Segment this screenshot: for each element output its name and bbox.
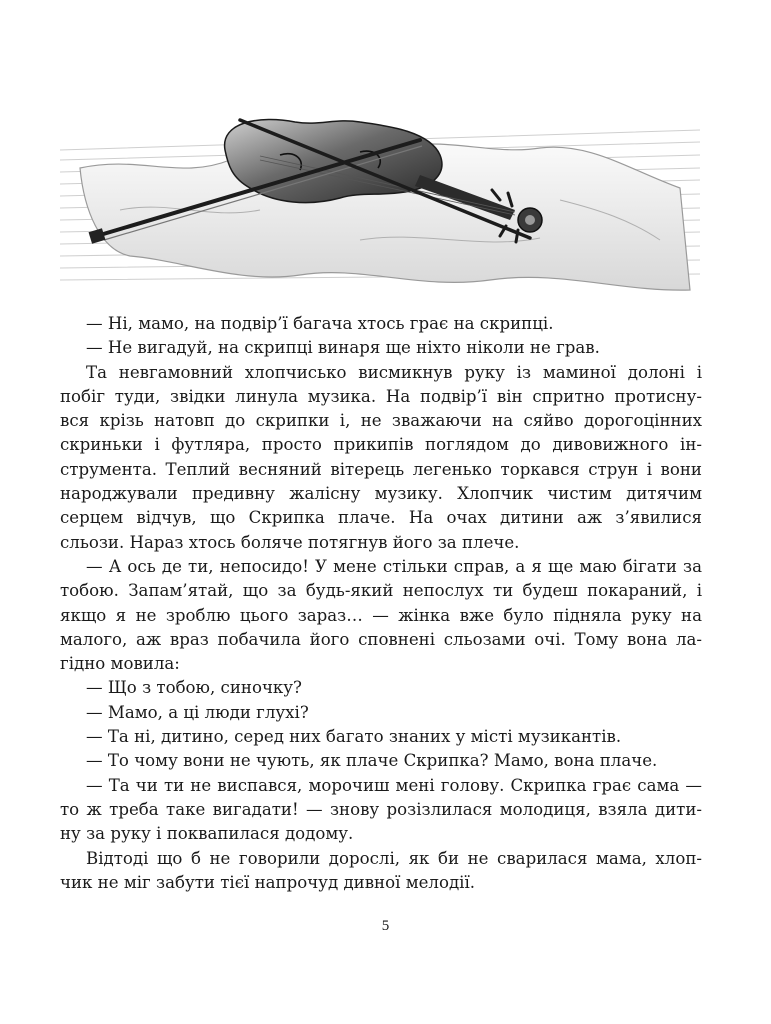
text-line: побіг туди, звідки линула музика. На подвір’ї він спритно протисну- (60, 386, 702, 406)
text-line: — Мамо, а ці люди глухі? (86, 702, 309, 722)
violin-with-bow-illustration (60, 60, 700, 310)
text-line: малого, аж враз побачила його сповнені сльозами очі. Тому вона ла- (60, 629, 702, 649)
text-line: Відтоді що б не говорили дорослі, як би не сварилася мама, хлоп- (86, 848, 702, 868)
text-line: сльози. Нараз хтось боляче потягнув його за плече. (60, 532, 520, 552)
text-line: — Ні, мамо, на подвір’ї багача хтось грає на скрипці. (86, 314, 554, 333)
page-number: 5 (381, 918, 390, 934)
text-line: чик не міг забути тієї напрочуд дивної мелодії. (60, 872, 476, 892)
text-line: струмента. Теплий весняний вітерець легенько торкався струн і вони (60, 459, 702, 479)
text-line: скриньки і футляра, просто прикипів поглядом до дивовижного ін- (60, 435, 702, 455)
text-line: якщо я не зроблю цього зараз… — жінка вже було підняла руку на (60, 605, 702, 625)
text-line: вся крізь натовп до скрипки і, не зважаючи на сяйво дорогоцінних (60, 411, 702, 431)
text-line: — Та ні, дитино, серед них багато знаних у місті музикантів. (86, 727, 622, 747)
text-line: гідно мовила: (60, 654, 180, 674)
text-line: — Що з тобою, синочку? (86, 678, 302, 698)
text-line: народжували предивну жалісну музику. Хлопчик чистим дитячим (60, 484, 702, 504)
story-text (60, 312, 702, 895)
text-line: Та невгамовний хлопчисько висмикнув руку із маминої долоні і (86, 362, 702, 382)
text-line: — То чому вони не чують, як плаче Скрипка? Мамо, вона плаче. (86, 751, 658, 771)
text-line: — А ось де ти, непосидо! У мене стільки справ, а я ще маю бігати за (86, 556, 702, 576)
text-line: — Та чи ти не виспався, морочиш мені голову. Скрипка грає сама — (86, 775, 702, 795)
text-line: — Не вигадуй, на скрипці винаря ще ніхто ніколи не грав. (86, 338, 600, 358)
text-line: ну за руку і поквапилася додому. (60, 824, 354, 844)
text-line: то ж треба таке вигадати! — знову розізлилася молодиця, взяла дити- (60, 799, 702, 819)
text-line: тобою. Запам’ятай, що за будь-який непослух ти будеш покараний, і (60, 581, 702, 601)
text-line: серцем відчув, що Скрипка плаче. На очах дитини аж з’явилися (60, 508, 702, 528)
